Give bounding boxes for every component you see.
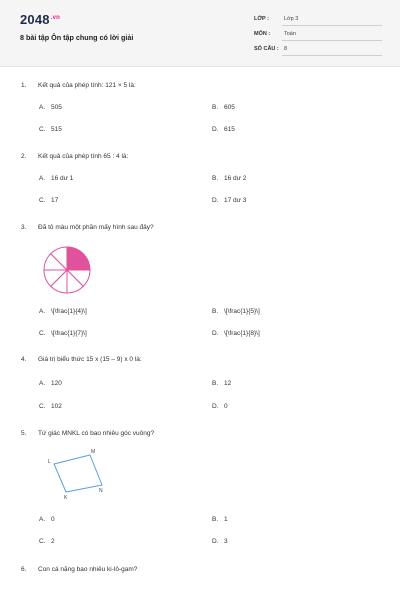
q5-option-c[interactable]: C. 2	[39, 538, 55, 545]
question-3: 3. Đã tô màu một phần mấy hình sau đây?	[21, 224, 154, 231]
q5-option-a[interactable]: A. 0	[39, 516, 55, 523]
question-1: 1. Kết quả của phép tính: 121 × 5 là:	[21, 82, 136, 89]
q2-option-c[interactable]: C. 17	[39, 197, 59, 204]
question-2: 2. Kết quả của phép tính 65 : 4 là:	[21, 153, 129, 160]
question-5: 5. Tứ giác MNKL có bao nhiêu góc vuông?	[21, 430, 155, 437]
quadrilateral-figure	[44, 446, 114, 502]
q1-option-c[interactable]: C. 515	[39, 126, 62, 133]
meta-count-row: SỐ CÂU : 8	[254, 44, 382, 56]
page-title: 8 bài tập Ôn tập chung có lời giải	[20, 33, 134, 42]
q4-option-d[interactable]: D. 0	[212, 403, 228, 410]
q1-option-b[interactable]: B. 605	[212, 104, 235, 111]
q2-option-b[interactable]: B. 16 dư 2	[212, 175, 247, 182]
q5-option-b[interactable]: B. 1	[212, 516, 228, 523]
vertex-label-k: K	[64, 495, 68, 501]
worksheet-header	[0, 0, 400, 67]
q2-option-d[interactable]: D. 17 dư 3	[212, 197, 247, 204]
q3-option-b[interactable]: B. \[\frac{1}{5}\]	[212, 308, 260, 315]
q2-option-a[interactable]: A. 16 dư 1	[39, 175, 74, 182]
question-4: 4. Giá trị biểu thức 15 x (15 – 9) x 0 là:	[21, 356, 142, 363]
site-logo[interactable]: $2048^{.vn}$	[20, 12, 61, 27]
pie-figure	[41, 244, 93, 296]
q4-option-c[interactable]: C. 102	[39, 403, 62, 410]
quadrilateral-mnkl	[54, 455, 102, 492]
vertex-label-l: L	[48, 459, 51, 465]
vertex-label-m: M	[91, 449, 96, 455]
q3-option-d[interactable]: D. \[\frac{1}{8}\]	[212, 330, 260, 337]
pie-slices	[44, 247, 90, 293]
q3-option-a[interactable]: A. \[\frac{1}{4}\]	[39, 308, 87, 315]
q4-option-a[interactable]: A. 120	[39, 380, 62, 387]
question-6: 6. Con cá nặng bao nhiêu ki-lô-gam?	[21, 566, 138, 573]
meta-class-row: LỚP : Lớp 3	[254, 14, 382, 26]
q1-option-a[interactable]: A. 505	[39, 104, 62, 111]
q5-option-d[interactable]: D. 3	[212, 538, 228, 545]
vertex-label-n: N	[99, 488, 103, 494]
q4-option-b[interactable]: B. 12	[212, 380, 232, 387]
meta-subject-row: MÔN : Toán	[254, 29, 382, 41]
q3-option-c[interactable]: C. \[\frac{1}{7}\]	[39, 330, 87, 337]
q1-option-d[interactable]: D. 615	[212, 126, 235, 133]
